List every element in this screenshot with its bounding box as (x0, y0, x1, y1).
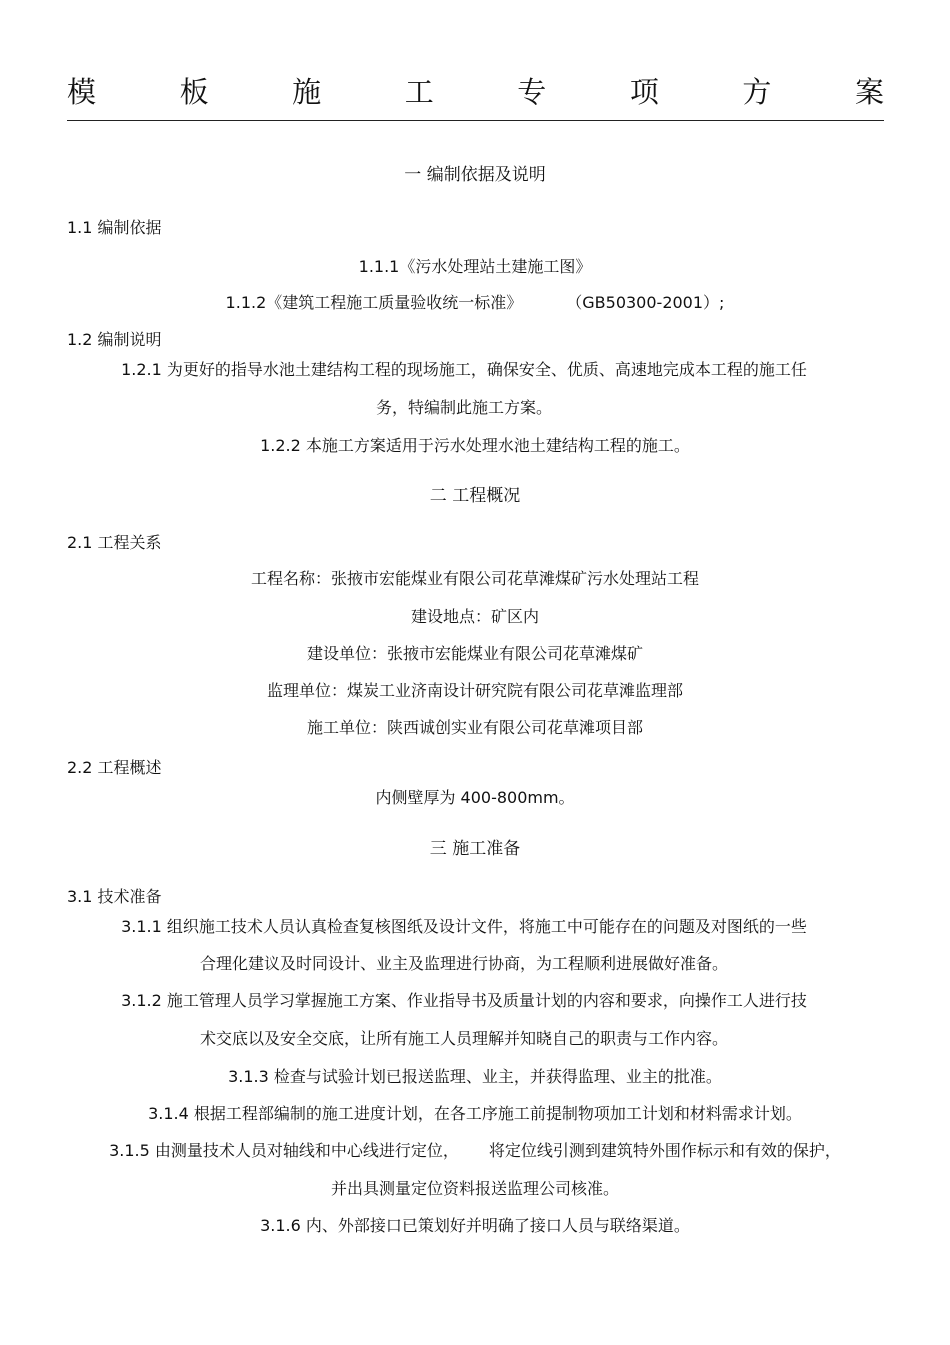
paragraph-3-1-1-line2: 合理化建议及时同设计、业主及监理进行协商，为工程顺利进展做好准备。 (199, 954, 728, 973)
project-supervisor: 监理单位：煤炭工业济南设计研究院有限公司花草滩监理部 (266, 681, 683, 700)
subheading-2-1: 2.1 工程关系 (67, 533, 162, 552)
title-char: 模 (67, 75, 97, 109)
standard-code: （GB50300-2001）; (566, 293, 725, 312)
paragraph-3-1-3: 3.1.3 检查与试验计划已报送监理、业主，并获得监理、业主的批准。 (228, 1067, 722, 1086)
paragraph-1-2-2: 1.2.2 本施工方案适用于污水处理水池土建结构工程的施工。 (260, 436, 690, 455)
paragraph-2-2: 内侧壁厚为 400-800mm。 (375, 788, 575, 807)
paragraph-text: 1.1.2《建筑工程施工质量验收统一标准》 (225, 293, 523, 312)
section-heading-3: 三 施工准备 (429, 839, 521, 859)
subheading-2-2: 2.2 工程概述 (67, 758, 162, 777)
paragraph-3-1-2-line2: 术交底以及安全交底，让所有施工人员理解并知晓自己的职责与工作内容。 (199, 1029, 728, 1048)
title-char: 专 (517, 75, 547, 109)
paragraph-1-1-2 (0, 292, 950, 314)
subheading-1-1: 1.1 编制依据 (67, 218, 162, 237)
project-owner: 建设单位：张掖市宏能煤业有限公司花草滩煤矿 (306, 644, 643, 663)
title-char: 项 (629, 75, 659, 109)
paragraph-3-1-6: 3.1.6 内、外部接口已策划好并明确了接口人员与联络渠道。 (260, 1216, 690, 1235)
document-title (67, 72, 884, 112)
paragraph-3-1-2-line1: 3.1.2 施工管理人员学习掌握施工方案、作业指导书及质量计划的内容和要求，向操作工人进行技 (121, 991, 807, 1010)
paragraph-3-1-5-line2: 并出具测量定位资料报送监理公司核准。 (330, 1179, 619, 1198)
title-char: 案 (854, 75, 884, 109)
subheading-3-1: 3.1 技术准备 (67, 887, 162, 906)
paragraph-3-1-1-line1: 3.1.1 组织施工技术人员认真检查复核图纸及设计文件，将施工中可能存在的问题及对图纸的一些 (121, 917, 807, 936)
title-char: 方 (742, 75, 772, 109)
paragraph-1-1-1: 1.1.1《污水处理站土建施工图》 (358, 257, 592, 276)
section-heading-2: 二 工程概况 (429, 486, 521, 506)
paragraph-1-2-1-line2: 务，特编制此施工方案。 (375, 398, 552, 417)
title-char: 板 (179, 75, 209, 109)
paragraph-1-2-1-line1: 1.2.1 为更好的指导水池土建结构工程的现场施工，确保安全、优质、高速地完成本工程的施工任 (121, 360, 807, 379)
paragraph-3-1-5-line1 (0, 1140, 950, 1162)
paragraph-text: 将定位线引测到建筑特外围作标示和有效的保护， (488, 1141, 841, 1160)
title-underline (67, 120, 884, 121)
paragraph-text: 3.1.5 由测量技术人员对轴线和中心线进行定位， (109, 1141, 459, 1160)
title-char: 施 (292, 75, 322, 109)
subheading-1-2: 1.2 编制说明 (67, 330, 162, 349)
project-site: 建设地点：矿区内 (410, 607, 539, 626)
section-heading-1: 一 编制依据及说明 (404, 165, 546, 185)
title-char: 工 (404, 75, 434, 109)
project-name: 工程名称：张掖市宏能煤业有限公司花草滩煤矿污水处理站工程 (250, 569, 699, 588)
paragraph-3-1-4: 3.1.4 根据工程部编制的施工进度计划，在各工序施工前提制物项加工计划和材料需求计划。 (148, 1104, 802, 1123)
project-contractor: 施工单位：陕西诚创实业有限公司花草滩项目部 (306, 718, 643, 737)
